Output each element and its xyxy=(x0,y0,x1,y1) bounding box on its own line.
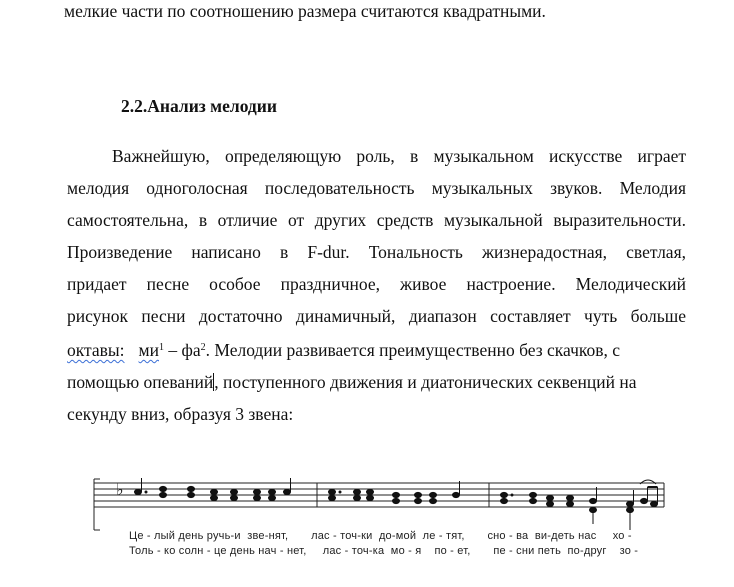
paragraph-line xyxy=(67,340,686,360)
paragraph-line: рисунок песни достаточно динамичный, диапазон составляет чуть больше xyxy=(67,306,686,326)
flat-sign: ♭ xyxy=(116,480,124,499)
paragraph-line: Произведение написано в F-dur. Тональность жизнерадостная, светлая, xyxy=(67,242,686,262)
section-heading: 2.2.Анализ мелодии xyxy=(121,96,277,116)
lyrics-line-1: Це - лый день ручь-и зве-нят, лас - точ-ки до-мой ле - тят, сно - ва ви-деть нас хо - xyxy=(129,530,632,542)
spellcheck-word[interactable]: октавы: xyxy=(67,340,125,360)
superscript: 2 xyxy=(200,342,206,353)
superscript: 1 xyxy=(159,342,164,353)
text-span: . Мелодии развивается преимущественно без скачков, с xyxy=(205,340,621,360)
spellcheck-word[interactable]: ми xyxy=(138,340,159,360)
paragraph-line xyxy=(67,372,686,392)
text-span: – фа xyxy=(164,340,201,360)
music-score-image xyxy=(88,470,668,587)
staff-lines xyxy=(94,479,664,530)
notes xyxy=(135,478,658,530)
paragraph-line: секунду вниз, образуя 3 звена: xyxy=(67,404,294,424)
paragraph-line: самостоятельна, в отличие от других средств музыкальной выразительности. xyxy=(67,210,686,230)
paragraph-line: мелкие части по соотношению размера считаются квадратными. xyxy=(64,1,546,21)
lyrics-line-2: Толь - ко солн - це день нач - нет, лас - точ-ка мо - я по - ет, пе - сни петь по-друг зо - xyxy=(129,545,639,557)
paragraph-line: Важнейшую, определяющую роль, в музыкальном искусстве играет xyxy=(112,146,686,166)
paragraph-line: мелодия одноголосная последовательность музыкальных звуков. Мелодия xyxy=(67,178,686,198)
text-span: помощью опеваний xyxy=(67,372,214,392)
paragraph-line: придает песне особое праздничное, живое настроение. Мелодический xyxy=(67,274,686,294)
text-span: , поступенного движения и диатонических секвенций на xyxy=(214,372,637,392)
